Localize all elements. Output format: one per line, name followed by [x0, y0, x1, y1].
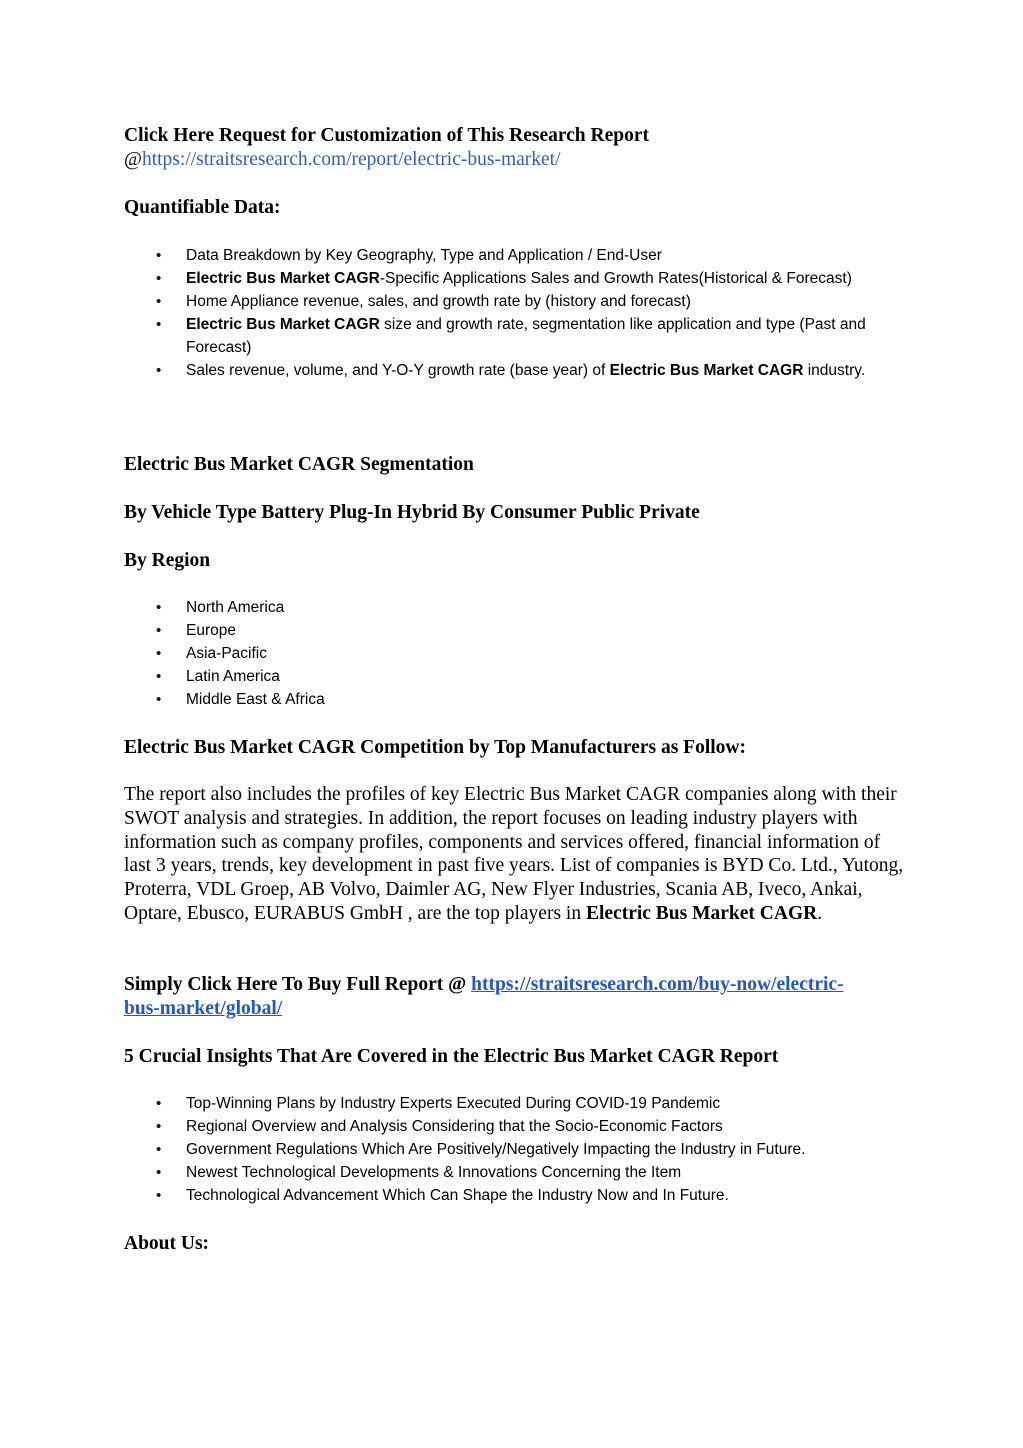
competition-paragraph: The report also includes the profiles of key Electric Bus Market CAGR companies along with their SWOT analysis and strategies. In addition, the report focuses on leading industry players with information such as company profiles, components and services offered, financial information of last 3 years, trends, key development in past five years. List of companies is BYD Co. Ltd., Yutong, Proterra, VDL Groep, AB Volvo, Daimler AG, New Flyer Industries, Scania AB, Iveco, Ankai, Optare, Ebusco, EURABUS GmbH , are the top players in Electric Bus Market CAGR.	[124, 784, 904, 924]
competition-heading: Electric Bus Market CAGR Competition by Top Manufacturers as Follow:	[124, 737, 746, 758]
buy-report-label: Simply Click Here To Buy Full Report @	[124, 974, 472, 995]
list-item: • Europe	[124, 619, 902, 642]
list-item: • Newest Technological Developments & Innovations Concerning the Item	[124, 1161, 902, 1184]
insights-heading: 5 Crucial Insights That Are Covered in the Electric Bus Market CAGR Report	[124, 1046, 779, 1067]
region-list	[124, 596, 902, 711]
list-item: • Home Appliance revenue, sales, and growth rate by (history and forecast)	[124, 290, 902, 313]
list-item: • Sales revenue, volume, and Y-O-Y growth rate (base year) of Electric Bus Market CAGR industry.	[124, 359, 902, 382]
buy-report-link-cont[interactable]: bus-market/global/	[124, 998, 283, 1019]
list-item: • Electric Bus Market CAGR size and growth rate, segmentation like application and type (Past and Forecast)	[124, 313, 902, 359]
customization-link[interactable]: https://straitsresearch.com/report/electric-bus-market/	[141, 149, 561, 170]
insights-list	[124, 1092, 902, 1207]
list-item: • Latin America	[124, 665, 902, 688]
list-item: • Asia-Pacific	[124, 642, 902, 665]
at-sign: @	[124, 149, 142, 170]
list-item: • North America	[124, 596, 902, 619]
segmentation-heading: Electric Bus Market CAGR Segmentation	[124, 454, 474, 475]
list-item: • Government Regulations Which Are Positively/Negatively Impacting the Industry in Future.	[124, 1138, 902, 1161]
about-heading: About Us:	[124, 1233, 210, 1254]
customization-section	[124, 124, 904, 172]
vehicle-type-heading: By Vehicle Type Battery Plug-In Hybrid By Consumer Public Private	[124, 502, 700, 523]
buy-report-link[interactable]: https://straitsresearch.com/buy-now/electric-	[471, 974, 844, 995]
list-item: • Regional Overview and Analysis Considering that the Socio-Economic Factors	[124, 1115, 902, 1138]
customization-heading: Click Here Request for Customization of This Research Report	[124, 125, 650, 146]
quantifiable-heading: Quantifiable Data:	[124, 197, 281, 218]
list-item: • Top-Winning Plans by Industry Experts Executed During COVID-19 Pandemic	[124, 1092, 902, 1115]
list-item: • Middle East & Africa	[124, 688, 902, 711]
quantifiable-list	[124, 244, 902, 382]
list-item: • Data Breakdown by Key Geography, Type and Application / End-User	[124, 244, 902, 267]
buy-report-line	[124, 973, 904, 1021]
list-item: • Electric Bus Market CAGR-Specific Applications Sales and Growth Rates(Historical & Forecast)	[124, 267, 902, 290]
region-heading: By Region	[124, 550, 211, 571]
list-item: • Technological Advancement Which Can Shape the Industry Now and In Future.	[124, 1184, 902, 1207]
